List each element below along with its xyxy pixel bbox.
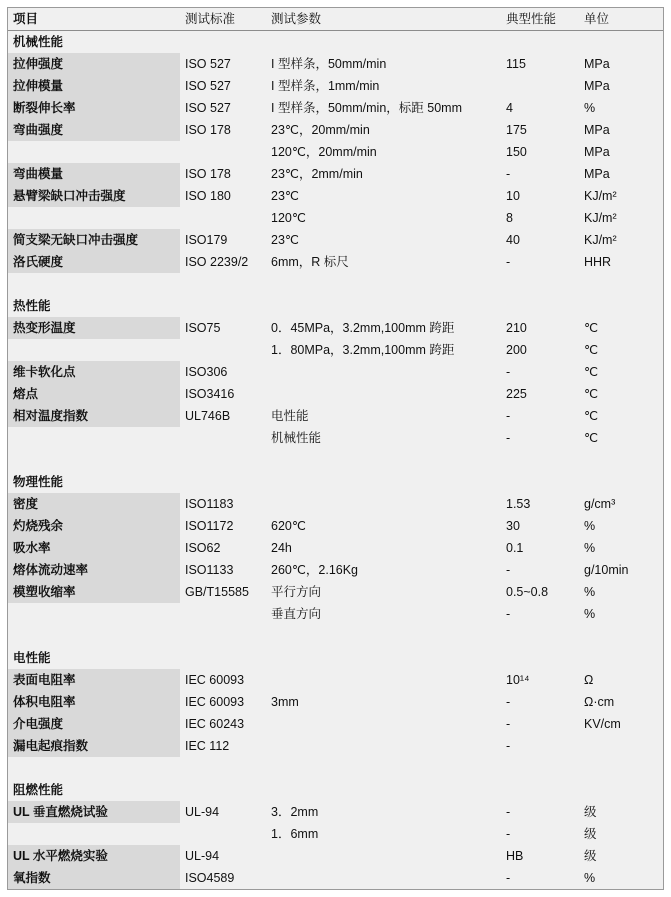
cell-standard (180, 339, 266, 361)
section-title-standard (180, 31, 266, 54)
cell-standard: IEC 60093 (185, 695, 245, 709)
section-title-value (501, 31, 579, 54)
table-row (8, 801, 663, 823)
cell-unit: % (584, 519, 596, 533)
cell-value: 4 (506, 101, 513, 115)
section-title: 热性能 (13, 299, 51, 313)
table-row (8, 845, 663, 867)
cell-param: 260℃，2.16Kg (271, 563, 359, 577)
cell-value: - (506, 431, 511, 445)
table-header-row (8, 8, 663, 31)
section-title: 机械性能 (13, 35, 64, 49)
section-title: 阻燃性能 (13, 783, 64, 797)
cell-item (8, 427, 180, 449)
cell-standard: IEC 60243 (185, 717, 245, 731)
cell-param (266, 713, 501, 735)
cell-standard: UL-94 (185, 805, 220, 819)
section-title-unit (579, 471, 663, 493)
cell-param (266, 735, 501, 757)
cell-param: 23℃，20mm/min (271, 123, 370, 137)
cell-unit: HHR (584, 255, 612, 269)
spacer-cell (579, 449, 663, 471)
cell-unit: % (584, 101, 596, 115)
table-row (8, 75, 663, 97)
section-title-unit (579, 31, 663, 54)
cell-param: 0．45MPa，3.2mm,100mm 跨距 (271, 321, 455, 335)
cell-value: - (506, 365, 511, 379)
cell-value: 1.53 (506, 497, 531, 511)
cell-item: 吸水率 (8, 537, 180, 559)
spacer-cell (579, 273, 663, 295)
table-row (8, 251, 663, 273)
cell-standard: ISO3416 (185, 387, 235, 401)
cell-value: 225 (506, 387, 527, 401)
cell-value: 210 (506, 321, 527, 335)
cell-param: 120℃，20mm/min (271, 145, 377, 159)
cell-standard (180, 823, 266, 845)
cell-param: I 型样条，1mm/min (271, 79, 380, 93)
table-row (8, 317, 663, 339)
cell-item: 模塑收缩率 (8, 581, 180, 603)
spacer-cell (266, 273, 501, 295)
cell-value: HB (506, 849, 524, 863)
header-cell-unit: 单位 (584, 12, 610, 26)
cell-unit: g/10min (584, 563, 629, 577)
header-cell-standard: 测试标准 (185, 12, 236, 26)
cell-param (266, 493, 501, 515)
section-title-row (8, 295, 663, 317)
cell-value: - (506, 607, 511, 621)
cell-value: 10¹⁴ (506, 673, 530, 687)
cell-item: 弯曲模量 (8, 163, 180, 185)
cell-param: 6mm，R 标尺 (271, 255, 349, 269)
table-row (8, 53, 663, 75)
section-title: 物理性能 (13, 475, 64, 489)
cell-param: 3mm (271, 695, 299, 709)
cell-item: UL 水平燃烧实验 (8, 845, 180, 867)
table-row (8, 141, 663, 163)
cell-item: 悬臂梁缺口冲击强度 (8, 185, 180, 207)
cell-unit (579, 735, 663, 757)
cell-param (266, 383, 501, 405)
spacer-cell (266, 449, 501, 471)
cell-unit: % (584, 585, 596, 599)
cell-unit: ℃ (584, 343, 599, 357)
cell-standard: ISO 180 (185, 189, 231, 203)
cell-item: 氧指数 (8, 867, 180, 889)
cell-param: 23℃ (271, 233, 299, 247)
cell-unit: KJ/m² (584, 233, 617, 247)
cell-unit: MPa (584, 123, 610, 137)
cell-standard (180, 207, 266, 229)
spacer-cell (8, 757, 180, 779)
table-row (8, 405, 663, 427)
cell-unit: MPa (584, 79, 610, 93)
cell-param: 平行方向 (271, 585, 322, 599)
cell-unit: MPa (584, 167, 610, 181)
spacer-cell (501, 625, 579, 647)
section-title: 电性能 (13, 651, 51, 665)
cell-item: 灼烧残余 (8, 515, 180, 537)
cell-item (8, 339, 180, 361)
cell-standard: IEC 112 (185, 739, 230, 753)
table-row (8, 537, 663, 559)
table-row (8, 361, 663, 383)
table-row (8, 823, 663, 845)
cell-unit: Ω·cm (584, 695, 615, 709)
table-row (8, 163, 663, 185)
cell-unit: MPa (584, 57, 610, 71)
cell-unit: % (584, 607, 596, 621)
table-row (8, 427, 663, 449)
cell-param: I 型样条，50mm/min (271, 57, 387, 71)
table-row (8, 97, 663, 119)
section-title-standard (180, 647, 266, 669)
table-row (8, 383, 663, 405)
cell-unit: g/cm³ (584, 497, 616, 511)
cell-item (8, 141, 180, 163)
cell-standard: ISO 178 (185, 123, 231, 137)
cell-standard: ISO62 (185, 541, 221, 555)
cell-unit: % (584, 871, 596, 885)
cell-param: 23℃ (271, 189, 299, 203)
cell-param: 1．80MPa，3.2mm,100mm 跨距 (271, 343, 455, 357)
cell-standard: ISO1183 (185, 497, 234, 511)
cell-value: 175 (506, 123, 527, 137)
cell-standard: UL746B (185, 409, 231, 423)
cell-item: 介电强度 (8, 713, 180, 735)
cell-param (266, 867, 501, 889)
cell-unit: 级 (584, 805, 597, 819)
section-title-value (501, 471, 579, 493)
table-row (8, 691, 663, 713)
cell-standard: ISO 527 (185, 101, 231, 115)
cell-item: 漏电起痕指数 (8, 735, 180, 757)
cell-item: 相对温度指数 (8, 405, 180, 427)
cell-item: 密度 (8, 493, 180, 515)
spacer-cell (8, 273, 180, 295)
cell-param: 垂直方向 (271, 607, 322, 621)
cell-standard: ISO 2239/2 (185, 255, 249, 269)
spacer-cell (501, 273, 579, 295)
cell-unit: ℃ (584, 365, 599, 379)
section-title-row (8, 779, 663, 801)
cell-item: 熔点 (8, 383, 180, 405)
spacer-cell (180, 273, 266, 295)
cell-item: 拉伸强度 (8, 53, 180, 75)
spacer-cell (501, 757, 579, 779)
spacer-cell (266, 625, 501, 647)
table-row (8, 339, 663, 361)
cell-item: 简支梁无缺口冲击强度 (8, 229, 180, 251)
cell-param: 机械性能 (271, 431, 322, 445)
section-spacer (8, 757, 663, 779)
cell-item: 弯曲强度 (8, 119, 180, 141)
cell-value: 115 (506, 57, 526, 71)
cell-item: 断裂伸长率 (8, 97, 180, 119)
section-title-row (8, 471, 663, 493)
cell-item: 表面电阻率 (8, 669, 180, 691)
cell-item: 体积电阻率 (8, 691, 180, 713)
spacer-cell (579, 757, 663, 779)
cell-standard: ISO1133 (185, 563, 234, 577)
cell-value (501, 75, 579, 97)
table-row (8, 559, 663, 581)
spacer-cell (8, 625, 180, 647)
cell-item: 维卡软化点 (8, 361, 180, 383)
section-title-param (266, 647, 501, 669)
cell-value: - (506, 695, 511, 709)
table-row (8, 185, 663, 207)
table-row (8, 867, 663, 889)
cell-param (266, 845, 501, 867)
section-title-param (266, 31, 501, 54)
section-title-param (266, 779, 501, 801)
cell-unit: ℃ (584, 387, 599, 401)
header-cell-item: 项目 (13, 12, 39, 26)
section-title-standard (180, 471, 266, 493)
spacer-cell (180, 757, 266, 779)
cell-unit: ℃ (584, 409, 599, 423)
section-title-unit (579, 647, 663, 669)
cell-unit: KJ/m² (584, 189, 617, 203)
cell-unit: KV/cm (584, 717, 621, 731)
table-row (8, 713, 663, 735)
table-body (8, 8, 663, 889)
cell-standard: ISO4589 (185, 871, 235, 885)
cell-param (266, 669, 501, 691)
table-row (8, 493, 663, 515)
cell-standard: ISO 178 (185, 167, 231, 181)
cell-value: 40 (506, 233, 520, 247)
table-row (8, 207, 663, 229)
header-cell-value: 典型性能 (506, 12, 557, 26)
cell-item (8, 207, 180, 229)
cell-param: 1．6mm (271, 827, 319, 841)
cell-standard: ISO179 (185, 233, 228, 247)
cell-standard: ISO306 (185, 365, 228, 379)
section-title-unit (579, 295, 663, 317)
section-spacer (8, 625, 663, 647)
cell-value: - (506, 167, 511, 181)
table-row (8, 119, 663, 141)
cell-standard: ISO1172 (185, 519, 234, 533)
section-title-standard (180, 779, 266, 801)
section-title-param (266, 295, 501, 317)
material-spec-table (8, 8, 663, 889)
table-row (8, 581, 663, 603)
header-cell-param: 测试参数 (271, 12, 322, 26)
section-title-row (8, 31, 663, 54)
section-title-param (266, 471, 501, 493)
cell-param: 3．2mm (271, 805, 319, 819)
section-title-unit (579, 779, 663, 801)
cell-item: 拉伸模量 (8, 75, 180, 97)
section-spacer (8, 449, 663, 471)
spacer-cell (180, 625, 266, 647)
cell-param: 电性能 (271, 409, 309, 423)
table-row (8, 515, 663, 537)
cell-unit: ℃ (584, 321, 599, 335)
cell-value: - (506, 563, 511, 577)
table-row (8, 669, 663, 691)
cell-unit: MPa (584, 145, 610, 159)
cell-standard: UL-94 (185, 849, 220, 863)
cell-value: - (506, 827, 511, 841)
cell-unit: 级 (584, 827, 597, 841)
cell-value: 10 (506, 189, 520, 203)
cell-value: 0.1 (506, 541, 524, 555)
cell-item: 熔体流动速率 (8, 559, 180, 581)
cell-unit: Ω (584, 673, 594, 687)
cell-standard: GB/T15585 (185, 585, 249, 599)
cell-standard (180, 603, 266, 625)
table-row (8, 735, 663, 757)
cell-param: 120℃ (271, 211, 306, 225)
cell-standard: ISO75 (185, 321, 221, 335)
section-title-value (501, 779, 579, 801)
cell-param (266, 361, 501, 383)
cell-item: UL 垂直燃烧试验 (8, 801, 180, 823)
cell-value: - (506, 871, 511, 885)
section-spacer (8, 273, 663, 295)
cell-unit: KJ/m² (584, 211, 617, 225)
cell-value: 150 (506, 145, 527, 159)
cell-value: 0.5~0.8 (506, 585, 549, 599)
cell-standard (180, 141, 266, 163)
cell-unit: 级 (584, 849, 597, 863)
cell-value: 8 (506, 211, 513, 225)
cell-standard (180, 427, 266, 449)
cell-param: 24h (271, 541, 292, 555)
spacer-cell (8, 449, 180, 471)
cell-param: I 型样条，50mm/min，标距 50mm (271, 101, 462, 115)
cell-value: - (506, 409, 511, 423)
section-title-value (501, 647, 579, 669)
spacer-cell (579, 625, 663, 647)
cell-value: - (506, 739, 511, 753)
table-row (8, 603, 663, 625)
section-title-row (8, 647, 663, 669)
cell-item (8, 823, 180, 845)
cell-param: 23℃，2mm/min (271, 167, 363, 181)
cell-standard: IEC 60093 (185, 673, 245, 687)
cell-value: - (506, 805, 511, 819)
cell-value: - (506, 255, 511, 269)
spacer-cell (266, 757, 501, 779)
section-title-standard (180, 295, 266, 317)
spec-table-frame (7, 7, 664, 890)
cell-item: 热变形温度 (8, 317, 180, 339)
cell-standard: ISO 527 (185, 79, 231, 93)
spacer-cell (501, 449, 579, 471)
cell-param: 620℃ (271, 519, 306, 533)
cell-standard: ISO 527 (185, 57, 231, 71)
cell-value: 200 (506, 343, 527, 357)
section-title-value (501, 295, 579, 317)
cell-unit: ℃ (584, 431, 599, 445)
cell-unit: % (584, 541, 596, 555)
spacer-cell (180, 449, 266, 471)
cell-value: 30 (506, 519, 520, 533)
table-row (8, 229, 663, 251)
cell-item (8, 603, 180, 625)
cell-item: 洛氏硬度 (8, 251, 180, 273)
cell-value: - (506, 717, 511, 731)
